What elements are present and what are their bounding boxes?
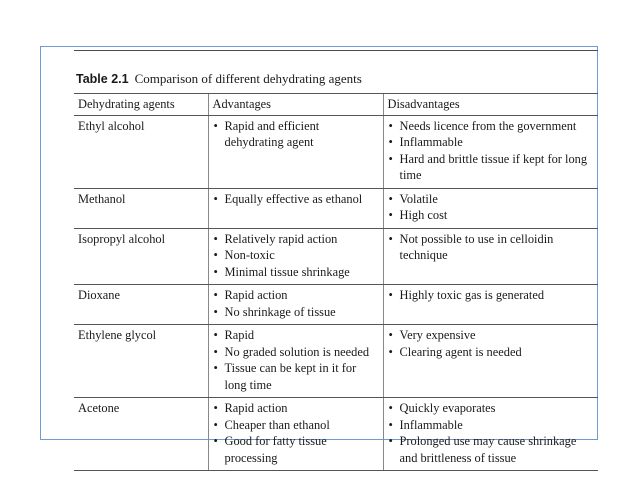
table-number: Table 2.1 — [76, 72, 129, 86]
advantage-item: • Relatively rapid action — [213, 231, 379, 248]
disadvantages-cell — [383, 188, 598, 228]
advantages-cell — [208, 228, 383, 285]
agent-cell: Acetone — [74, 398, 208, 471]
advantage-item: • Non-toxic — [213, 247, 379, 264]
disadvantage-item: • Quickly evaporates — [388, 400, 595, 417]
advantages-cell — [208, 115, 383, 188]
disadvantage-item: • Needs licence from the government — [388, 118, 595, 135]
table-row — [74, 398, 598, 471]
advantage-item: • Good for fatty tissue processing — [213, 433, 379, 466]
disadvantages-cell — [383, 115, 598, 188]
advantage-item: • Rapid action — [213, 400, 379, 417]
disadvantages-cell — [383, 228, 598, 285]
agent-cell: Ethyl alcohol — [74, 115, 208, 188]
table-row — [74, 285, 598, 325]
advantage-item: • Rapid — [213, 327, 379, 344]
top-rule — [74, 50, 598, 51]
agent-cell: Dioxane — [74, 285, 208, 325]
agent-cell: Isopropyl alcohol — [74, 228, 208, 285]
advantages-cell — [208, 285, 383, 325]
disadvantage-item: • Not possible to use in celloidin technique — [388, 231, 595, 264]
table-caption — [76, 71, 362, 87]
advantage-item: • Minimal tissue shrinkage — [213, 264, 379, 281]
disadvantages-cell — [383, 325, 598, 398]
table-row — [74, 188, 598, 228]
header-cell-disadvantages: Disadvantages — [383, 94, 598, 116]
disadvantage-item: • Inflammable — [388, 417, 595, 434]
dehydrating-agents-table — [74, 93, 598, 471]
header-cell-agents: Dehydrating agents — [74, 94, 208, 116]
header-row — [74, 94, 598, 116]
table-row — [74, 325, 598, 398]
table-title: Comparison of different dehydrating agents — [134, 71, 362, 86]
advantage-item: • Rapid and efficient dehydrating agent — [213, 118, 379, 151]
agent-cell: Methanol — [74, 188, 208, 228]
table-row — [74, 228, 598, 285]
advantage-item: • Rapid action — [213, 287, 379, 304]
advantages-cell — [208, 188, 383, 228]
agent-cell: Ethylene glycol — [74, 325, 208, 398]
disadvantages-cell — [383, 285, 598, 325]
advantage-item: • Equally effective as ethanol — [213, 191, 379, 208]
disadvantage-item: • High cost — [388, 207, 595, 224]
disadvantage-item: • Very expensive — [388, 327, 595, 344]
advantages-cell — [208, 398, 383, 471]
disadvantage-item: • Inflammable — [388, 134, 595, 151]
disadvantage-item: • Hard and brittle tissue if kept for long time — [388, 151, 595, 184]
disadvantage-item: • Clearing agent is needed — [388, 344, 595, 361]
advantage-item: • No graded solution is needed — [213, 344, 379, 361]
advantage-item: • Tissue can be kept in it for long time — [213, 360, 379, 393]
disadvantage-item: • Volatile — [388, 191, 595, 208]
table-row — [74, 115, 598, 188]
disadvantage-item: • Prolonged use may cause shrinkage and brittleness of tissue — [388, 433, 595, 466]
disadvantage-item: • Highly toxic gas is generated — [388, 287, 595, 304]
disadvantages-cell — [383, 398, 598, 471]
header-cell-advantages: Advantages — [208, 94, 383, 116]
advantage-item: • No shrinkage of tissue — [213, 304, 379, 321]
advantages-cell — [208, 325, 383, 398]
advantage-item: • Cheaper than ethanol — [213, 417, 379, 434]
